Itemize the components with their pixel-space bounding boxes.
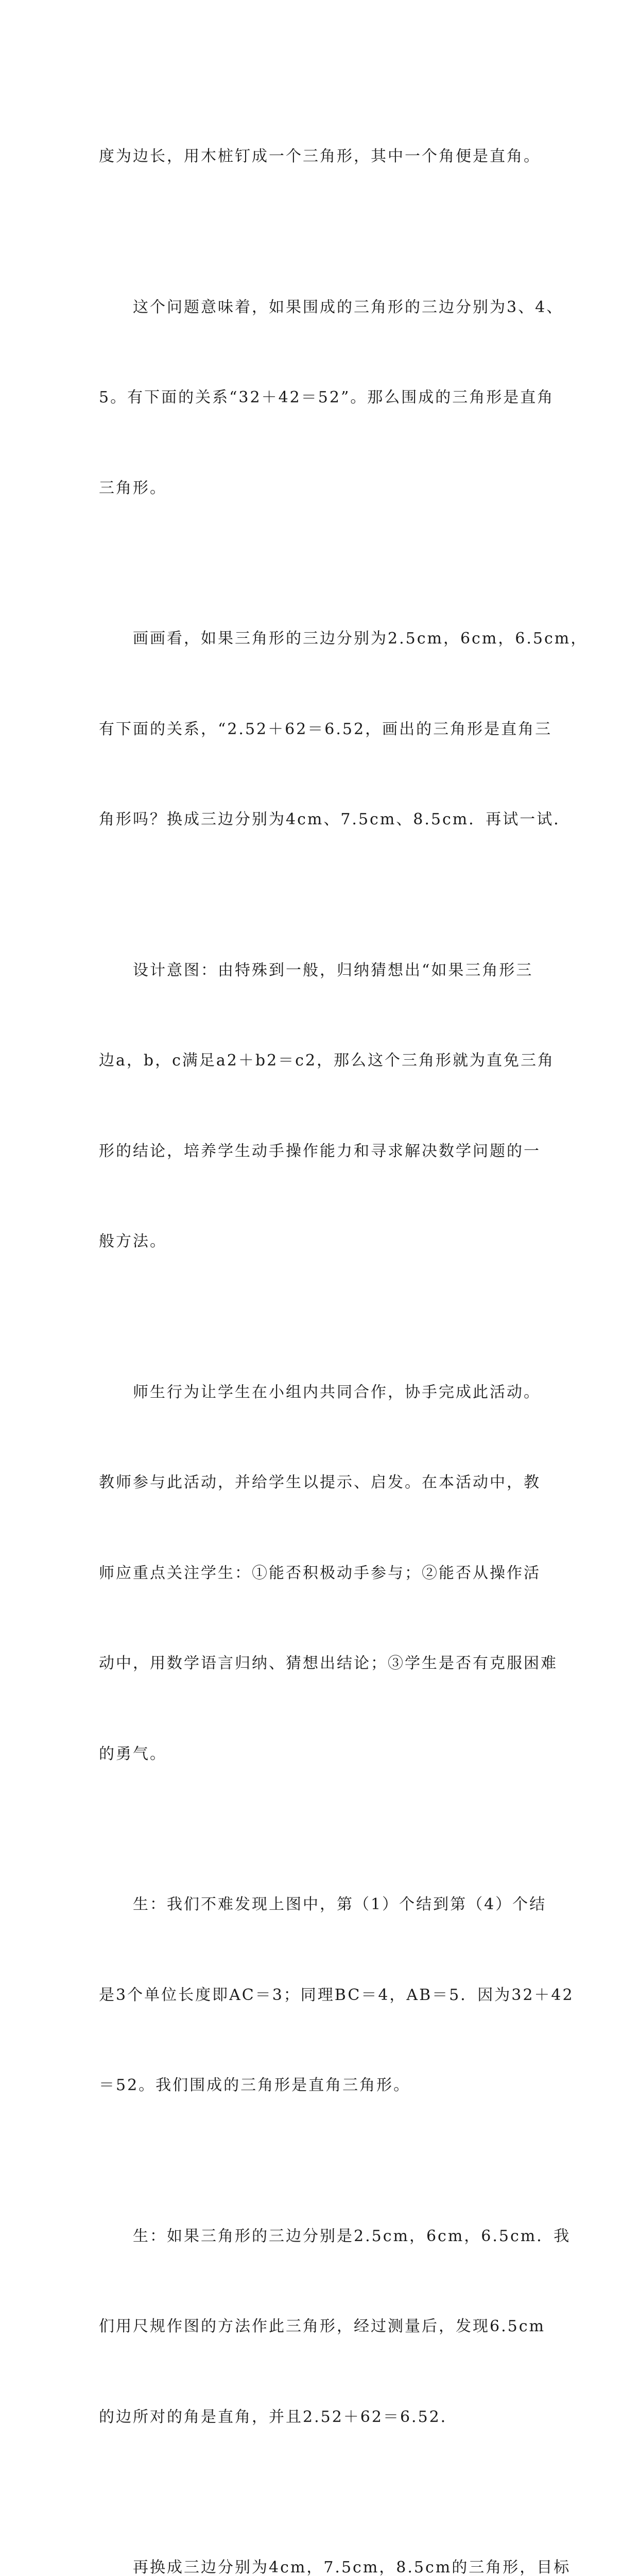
paragraph-3 <box>99 564 588 895</box>
text-line: 是3个单位长度即AC＝3；同理BC＝4，AB＝5．因为32＋42 <box>99 1986 574 2004</box>
text-line: 教师参与此活动，并给学生以提示、启发。在本活动中，教 <box>99 1473 541 1492</box>
text-line: 动中，用数学语言归纳、猜想出结论；③学生是否有克服困难 <box>99 1654 558 1672</box>
text-line: 5。有下面的关系“32＋42＝52”。那么围成的三角形是直角 <box>99 388 555 406</box>
text-line: 师应重点关注学生：①能否积极动手参与；②能否从操作活 <box>99 1564 541 1582</box>
text-line: ＝52。我们围成的三角形是直角三角形。 <box>99 2076 411 2094</box>
text-line: 们用尺规作图的方法作此三角形，经过测量后，发现6.5cm <box>99 2317 545 2335</box>
text-line: 般方法。 <box>99 1232 167 1250</box>
text-line: 再换成三边分别为4cm，7.5cm，8.5cm的三角形，目标 <box>133 2558 571 2576</box>
text-line: 度为边长，用木桩钉成一个三角形，其中一个角便是直角。 <box>99 147 541 165</box>
text-line: 这个问题意味着，如果围成的三角形的三边分别为3、4、 <box>133 298 564 316</box>
text-line: 的边所对的角是直角，并且2.52＋62＝6.52． <box>99 2408 458 2426</box>
text-line: 师生行为让学生在小组内共同合作，协手完成此活动。 <box>133 1383 541 1401</box>
text-line: 有下面的关系，“2.52＋62＝6.52，画出的三角形是直角三 <box>99 720 552 738</box>
paragraph-1 <box>99 81 545 232</box>
paragraph-8 <box>99 2493 571 2576</box>
text-line: 角形吗？换成三边分别为4cm、7.5cm、8.5cm．再试一试． <box>99 810 571 828</box>
paragraph-5 <box>99 1317 558 1830</box>
text-line: 画画看，如果三角形的三边分别为2.5cm，6cm，6.5cm， <box>133 630 588 648</box>
paragraph-7 <box>99 2161 571 2493</box>
paragraph-2 <box>99 232 564 564</box>
text-line: 边a，b，c满足a2＋b2＝c2，那么这个三角形就为直免三角 <box>99 1052 555 1070</box>
text-line: 形的结论，培养学生动手操作能力和寻求解决数学问题的一 <box>99 1142 541 1160</box>
text-line: 三角形。 <box>99 479 167 497</box>
paragraph-4 <box>99 895 555 1317</box>
text-line: 生：我们不难发现上图中，第（1）个结到第（4）个结 <box>133 1895 547 1913</box>
text-line: 生：如果三角形的三边分别是2.5cm，6cm，6.5cm．我 <box>133 2227 571 2245</box>
body-text <box>99 81 588 2576</box>
text-line: 的勇气。 <box>99 1744 167 1763</box>
text-line: 设计意图：由特殊到一般，归纳猜想出“如果三角形三 <box>133 961 533 979</box>
paragraph-6 <box>99 1829 574 2161</box>
